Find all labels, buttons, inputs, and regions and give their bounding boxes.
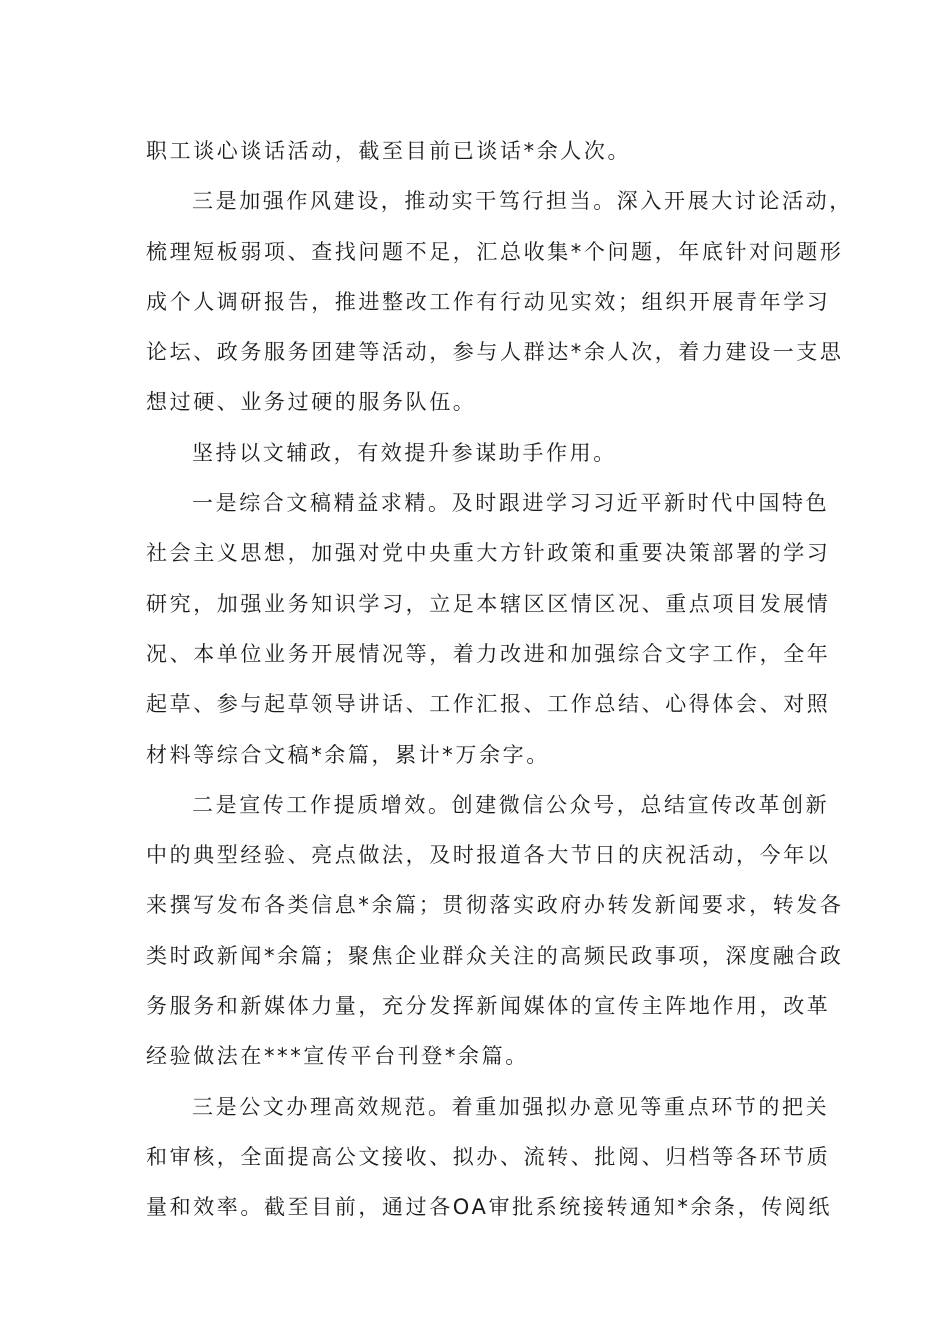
- text-line: 成个人调研报告，推进整改工作有行动见实效；组织开展青年学习: [146, 289, 831, 314]
- text-line: 和审核，全面提高公文接收、拟办、流转、批阅、归档等各环节质: [146, 1144, 831, 1169]
- text-line: 论坛、政务服务团建等活动，参与人群达*余人次，着力建设一支思: [146, 340, 844, 365]
- text-line: 社会主义思想，加强对党中央重大方针政策和重要决策部署的学习: [146, 541, 831, 566]
- section-heading: 坚持以文辅政，有效提升参谋助手作用。: [192, 440, 617, 465]
- text-line: 研究，加强业务知识学习，立足本辖区区情区况、重点项目发展情: [146, 591, 831, 616]
- document-body: [146, 126, 853, 1233]
- text-line: 量和效率。截至目前，通过各OA审批系统接转通知*余条，传阅纸: [146, 1195, 833, 1220]
- text-line: 类时政新闻*余篇；聚焦企业群众关注的高频民政事项，深度融合政: [146, 943, 844, 968]
- text-line: 材料等综合文稿*余篇，累计*万余字。: [146, 742, 550, 767]
- paragraph-start: 三是公文办理高效规范。着重加强拟办意见等重点环节的把关: [192, 1094, 830, 1119]
- text-line: 况、本单位业务开展情况等，着力改进和加强综合文字工作，全年: [146, 641, 831, 666]
- text-line: 想过硬、业务过硬的服务队伍。: [146, 390, 477, 415]
- text-line: 中的典型经验、亮点做法，及时报道各大节日的庆祝活动，今年以: [146, 843, 831, 868]
- text-line: 梳理短板弱项、查找问题不足，汇总收集*个问题，年底针对问题形: [146, 239, 844, 264]
- text-line: 务服务和新媒体力量，充分发挥新闻媒体的宣传主阵地作用，改革: [146, 994, 831, 1019]
- text-line: 经验做法在***宣传平台刊登*余篇。: [146, 1044, 529, 1069]
- text-line: 起草、参与起草领导讲话、工作汇报、工作总结、心得体会、对照: [146, 692, 831, 717]
- paragraph-start: 三是加强作风建设，推动实干笃行担当。深入开展大讨论活动，: [192, 189, 853, 214]
- paragraph-start: 一是综合文稿精益求精。及时跟进学习习近平新时代中国特色: [192, 491, 830, 516]
- text-line: 职工谈心谈话活动，截至目前已谈话*余人次。: [146, 139, 632, 163]
- text-line: 来撰写发布各类信息*余篇；贯彻落实政府办转发新闻要求，转发各: [146, 893, 844, 918]
- paragraph-start: 二是宣传工作提质增效。创建微信公众号，总结宣传改革创新: [192, 792, 830, 817]
